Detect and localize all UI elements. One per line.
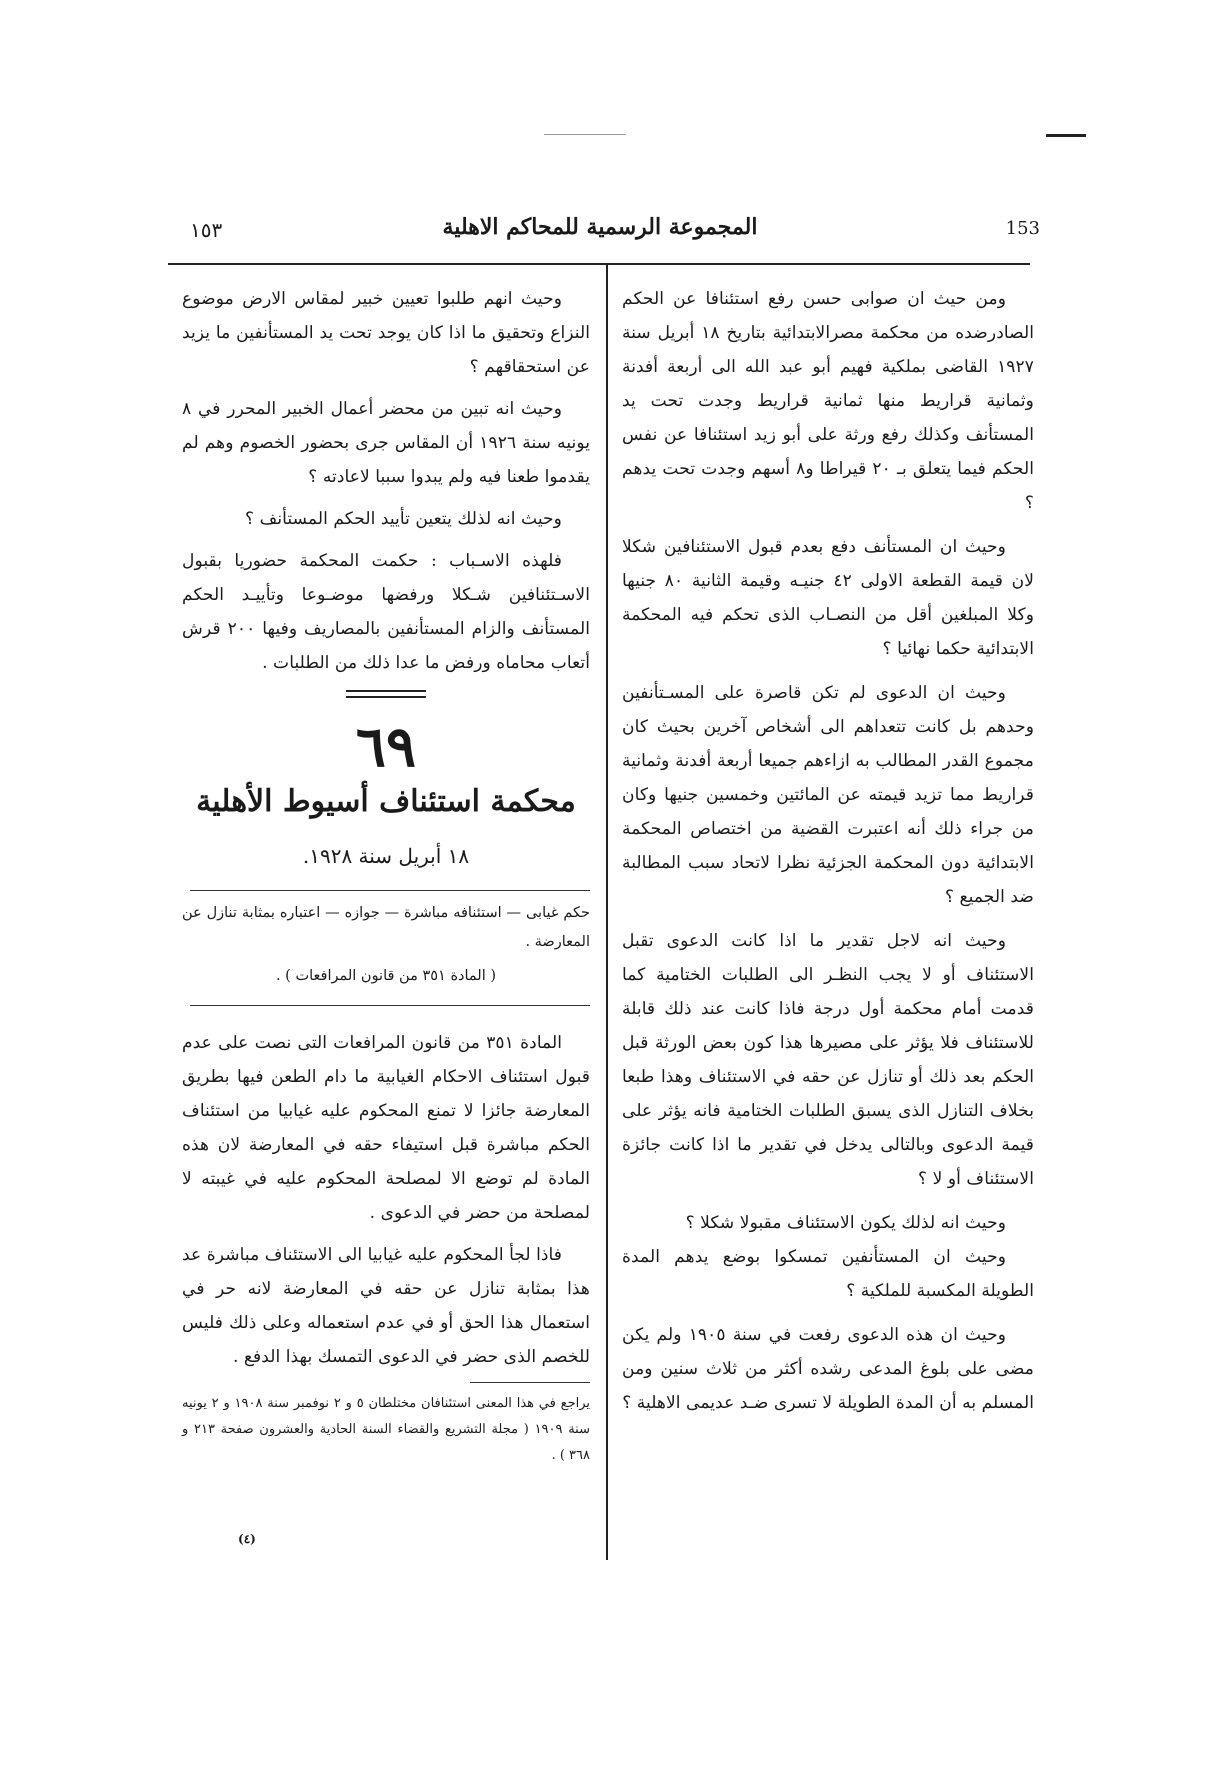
right-column	[622, 282, 1034, 1430]
page-marker: (٤)	[238, 1532, 256, 1546]
page-number-arabic: ١٥٣	[190, 218, 223, 242]
section-divider	[346, 690, 426, 698]
paragraph: وحيث ان المستأنفين تمسكوا بوضع يدهم المدة الطويلة المكسبة للملكية ؟	[622, 1247, 1034, 1301]
running-title: المجموعة الرسمية للمحاكم الاهلية	[442, 214, 758, 240]
paragraph: وحيث انه تبين من محضر أعمال الخبير المحرر في ٨ يونيه سنة ١٩٢٦ أن المقاس جرى بحضور الخصوم وهم لم يقدموا طعنا فيه ولم يبدوا سببا لاعادته ؟	[182, 399, 590, 487]
paragraph: وحيث انهم طلبوا تعيين خبير لمقاس الارض موضوع النزاع وتحقيق ما اذا كان يوجد تحت يد المستأنفين ما يزيد عن استحقاقهم ؟	[182, 289, 590, 377]
paragraph: وحيث انه لذلك يكون الاستئناف مقبولا شكلا ؟	[685, 1213, 1006, 1233]
footnote-rule	[470, 1382, 590, 1383]
page-number-western: 153	[1005, 218, 1040, 239]
page-header	[160, 212, 1040, 252]
footnote: يراجع في هذا المعنى استئنافان مختلطان ٥ و ٢ نوفمبر سنة ١٩٠٨ و ٢ يونيه سنة ١٩٠٩ ( مجلة التشريع والقضاء السنة الحادية والعشرون صفحة ٢١٣ و ٣٦٨ ) .	[182, 1396, 591, 1463]
paragraph: وحيث ان المستأنف دفع بعدم قبول الاستئنافين شكلا لان قيمة القطعة الاولى ٤٢ جنيـه وقيمة الثانية ٨٠ جنيها وكلا المبلغين أقل من النصـاب الذى تحكم فيه المحكمة الابتدائية حكما نهائيا ؟	[622, 537, 1034, 659]
paragraph: ومن حيث ان صوابى حسن رفع استئنافا عن الحكم الصادرضده من محكمة مصرالابتدائية بتاريخ ١٨ أبريل سنة ١٩٢٧ القاضى بملكية فهيم أبو عبد الله الى أربعة أفدنة وثمانية قراريط منها ثمانية قراريط وجدت تحت يد المستأنف وكذلك رفع ورثة على أبو زيد استئنافا عن نفس الحكم فيما يتعلق بـ ٢٠ قيراطا و٨ أسهم وجدت تحت يدهم ؟	[622, 289, 1035, 513]
court-name: محكمة استئناف أسيوط الأهلية	[196, 784, 576, 819]
case-date: ١٨ أبريل سنة ١٩٢٨.	[302, 844, 470, 868]
header-rule	[168, 263, 1030, 265]
paragraph: وحيث انه لاجل تقدير ما اذا كانت الدعوى تقبل الاستئناف أو لا يجب النظـر الى الطلبات الختامية كما قدمت أمام محكمة أول درجة فاذا كانت عند ذلك قابلة للاستئناف فلا يؤثر على مصيرها هذا كون بعض الورثة قبل الحكم بعد ذلك أو تنازل عن حقه في الاستئناف وهذا طبعا بخلاف التنازل الذى يسبق الطلبات الختامية فانه يؤثر على قيمة الدعوى وبالتالى يدخل في تقدير ما اذا كانت جائزة الاستئناف أو لا ؟	[622, 931, 1034, 1189]
scan-edge-mark	[1046, 134, 1086, 137]
case-number: ٦٩	[355, 714, 417, 780]
summary-reference: ( المادة ٣٥١ من قانون المرافعات ) .	[275, 968, 497, 984]
paragraph: وحيث انه لذلك يتعين تأييد الحكم المستأنف ؟	[245, 509, 562, 529]
left-column	[182, 282, 590, 1469]
case-summary: حكم غيابى — استئنافه مباشرة — جوازه — اعتباره بمثابة تنازل عن المعارضة .	[182, 905, 590, 950]
paragraph: وحيث ان الدعوى لم تكن قاصرة على المسـتأنفين وحدهم بل كانت تتعداهم الى أشخاص آخرين بحيث كان مجموع القدر المطالب به ازاءهم جميعا أربعة أفدنة وثمانية قراريط مما تزيد قيمته عن المائتين وخمسين جنيها وكان من جراء ذلك أنه اعتبرت القضية من اختصاص المحكمة الابتدائية دون المحكمة الجزئية نظرا لاتحاد سبب المطالبة ضد الجميع ؟	[622, 683, 1034, 907]
summary-bottom-rule	[190, 1005, 590, 1006]
paragraph: فاذا لجأ المحكوم عليه غيابيا الى الاستئناف مباشرة عد هذا بمثابة تنازل عن حقه في المعارضة لانه حر في استعمال هذا الحق أو في عدم استعماله وعلى ذلك فليس للخصم الذى حضر في الدعوى التمسك بهذا الدفع .	[182, 1245, 590, 1367]
scan-faint-line	[544, 134, 626, 135]
column-divider	[606, 265, 608, 1560]
paragraph: فلهذه الاسـباب : حكمت المحكمة حضوريا بقبول الاسـتئنافين شـكلا ورفضها موضـوعا وتأييـد الحكم المستأنف والزام المستأنفين بالمصاريف وفيها ٢٠٠ قرش أتعاب محاماه ورفض ما عدا ذلك من الطلبات .	[182, 551, 590, 673]
paragraph: المادة ٣٥١ من قانون المرافعات التى نصت على عدم قبول استئناف الاحكام الغيابية ما دام الطعن فيها بطريق المعارضة جائزا لا تمنع المحكوم عليه غيابيا من استئناف الحكم مباشرة قبل استيفاء حقه في المعارضة لان هذه المادة لم توضع الا لمصلحة المحكوم عليه في غيبته لا لمصلحة من حضر في الدعوى .	[182, 1033, 590, 1223]
summary-top-rule	[190, 890, 590, 891]
paragraph: وحيث ان هذه الدعوى رفعت في سنة ١٩٠٥ ولم يكن مضى على بلوغ المدعى رشده أكثر من ثلاث سنين ومن المسلم به أن المدة الطويلة لا تسرى ضـد عديمى الاهلية ؟	[622, 1325, 1034, 1413]
